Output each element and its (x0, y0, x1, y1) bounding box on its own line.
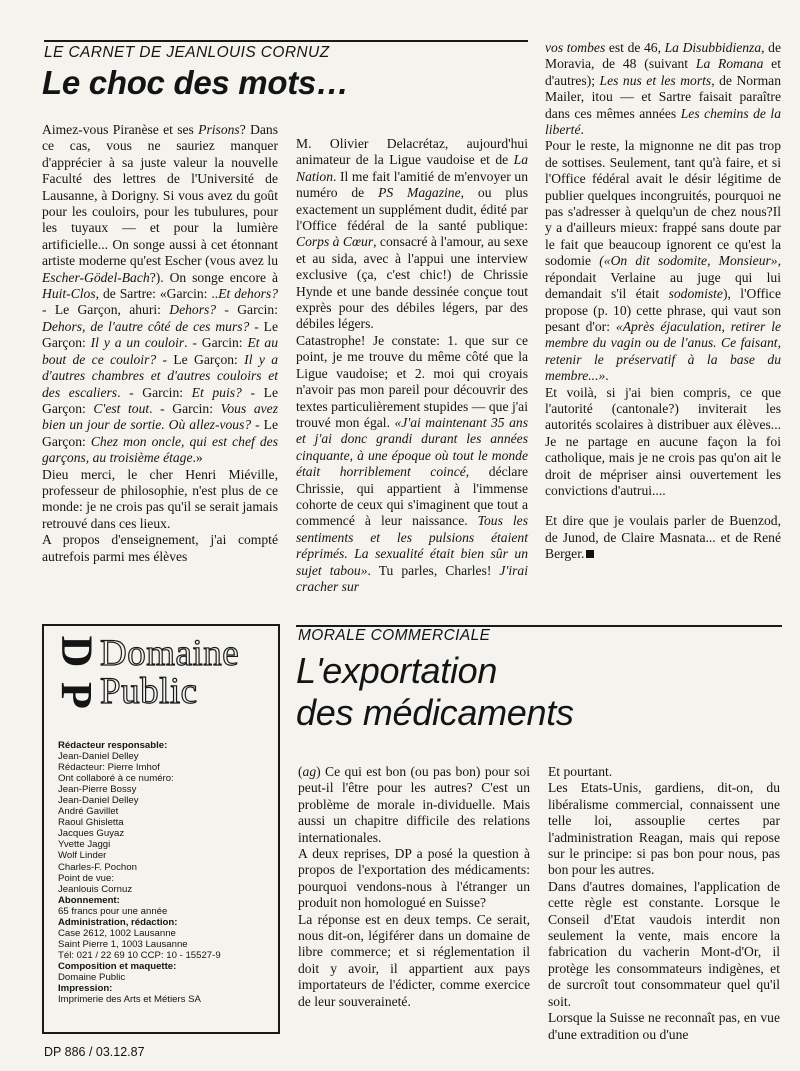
masthead-line: Raoul Ghisletta (58, 817, 124, 829)
masthead-box (42, 624, 280, 1034)
masthead-line: Point de vue: (58, 872, 115, 884)
dp-logo-p: P (51, 682, 101, 709)
paragraph: Aimez-vous Piranèse et ses Prisons? Dans ce cas, vous ne sauriez manquer d'apprécier à sa juste valeur la nouvelle Faculté des lettres de l'Université de Lausanne, à Dorigny. Si vous avez du goût pour les couloirs, pour les tubulures, pour les tuyaux — et pour la lumière artificielle... On songe aussi à cet étonnant artiste moderne qu'est Escher (vous avez lu Escher-Gödel-Bach?). On songe encore à Huit-Clos, de Sartre: «Garcin: ..Et dehors? - Le Garçon, ahuri: Dehors? - Garcin: Dehors, de l'autre côté de ces murs? - Le Garçon: Il y a un couloir. - Garcin: Et au bout de ce couloir? - Le Garçon: Il y a d'autres chambres et d'autres couloirs et des escaliers. - Garcin: Et puis? - Le Garçon: C'est tout. - Garcin: Vous avez bien un jour de sortie. Où allez-vous? - Le Garçon: Chez mon oncle, qui est chef des garçons, au troisième étage.» (42, 122, 279, 466)
masthead-line: Domaine Public (58, 971, 126, 983)
article2-kicker: MORALE COMMERCIALE (298, 627, 491, 644)
article1-column-3 (545, 40, 781, 563)
paragraph: Catastrophe! Je constate: 1. que sur ce point, je me trouve du même côté que la Ligue vaudoise; et 2. moi qui croyais n'avoir pas mon pareil pour découvrir des textes particulièrement stupides — que j'ai trouvé mon égal. «J'ai maintenant 35 ans et j'ai donc grandi durant les années cinquante, à une époque où tout le monde était horriblement coincé, déclare Chrissie, qui appartient à l'immense cohorte de ceux qui s'imaginent que tout a commencé à leur naissance. Tous les sentiments et les pulsions étaient réprimés. La sexualité était bien sûr un sujet tabou». Tu parles, Charles! J'irai cracher sur (296, 332, 529, 594)
masthead-line: André Gavillet (58, 806, 119, 818)
masthead-line: Jean-Pierre Bossy (58, 784, 137, 796)
paragraph: Et dire que je voulais parler de Buenzod, de Junod, de Claire Masnata... et de René Berger. (545, 513, 781, 562)
masthead-line: Rédacteur: Pierre Imhof (58, 762, 160, 774)
masthead-title-domaine: Domaine (100, 633, 240, 674)
masthead-credits (58, 740, 272, 1005)
paragraph: Pour le reste, la mignonne ne dit pas trop de sottises. Seulement, tant qu'à faire, et si l'Office fédéral avait le désir légitime de publier quelques incongruités, pourquoi ne pas s'adresser à quelqu'un de chez nous?Il y a d'ailleurs mieux: frappé sans doute par le fait que beaucoup ignorent ce qu'est la sodomie («On dit sodomite, Monsieur», répondait Verlaine au juge qui lui demandait s'il était sodomiste), l'Office propose (p. 10) cette phrase, qui vaut son pesant d'or: «Après éjaculation, retirer le membre du vagin ou de l'anus. Ce faisant, retenir le préservatif à la base du membre...». (545, 138, 781, 384)
issue-footer: DP 886 / 03.12.87 (44, 1045, 145, 1059)
paragraph: La réponse est en deux temps. Ce serait, nous dit-on, légiférer dans un domaine de libre commerce; et si réglementation il doit y avoir, il appartient aux pays importateurs de l'édicter, comme exercice de leur souveraineté. (298, 911, 530, 1009)
paragraph: Et pourtant. (548, 764, 613, 779)
paragraph: vos tombes est de 46, La Disubbidienza, de Moravia, de 48 (suivant La Romana et d'autres); Les nus et les morts, de Norman Mailer, itou — et Sartre faisait paraître dans ces mêmes années Les chemins de la liberté. (545, 40, 782, 138)
paragraph: Dieu merci, le cher Henri Miéville, professeur de philosophie, n'est plus de ce monde: je ne crois pas qu'il se serait jamais retrouvé dans ces lieux. (42, 466, 278, 531)
article1-headline: Le choc des mots… (42, 64, 349, 101)
masthead-line: Jeanlouis Cornuz (58, 883, 133, 895)
end-of-article-mark (586, 550, 594, 558)
masthead-line: Impression: (58, 983, 113, 995)
paragraph: A deux reprises, DP a posé la question à propos de l'exportation des médicaments: pourquoi vendons-nous à l'étranger un produit non homologué en Suisse? (298, 846, 530, 911)
masthead-line: Saint Pierre 1, 1003 Lausanne (58, 938, 188, 950)
article2-column-1 (298, 764, 530, 1010)
masthead-line: Yvette Jaggi (58, 839, 111, 851)
article1-column-1 (42, 122, 278, 565)
dp-logo-d: D (52, 635, 102, 668)
masthead-line: Tél: 021 / 22 69 10 CCP: 10 - 15527-9 (58, 949, 221, 961)
paragraph: Dans d'autres domaines, l'application de cette règle est constante. Lorsque le Conseil d'Etat vaudois interdit non seulement la vente, mais encore la fabrication du vacherin Mont-d'Or, il protège les consommateurs indigènes, et de surcroît tout consommateur quel qu'il soit. (548, 878, 780, 1009)
masthead-line: Wolf Linder (58, 850, 107, 862)
dp-logo (51, 634, 102, 726)
masthead-line: Jean-Daniel Delley (58, 751, 139, 763)
paragraph: Et voilà, si j'ai bien compris, ce que l'autorité (cantonale?) inviterait les autorités scolaires à distribuer aux élèves... Je ne partage en aucune façon la foi catholique, mais je ne crois pas qu'on ait le droit de mépriser ainsi ouvertement les convictions d'autrui.... (545, 384, 781, 498)
paragraph: A propos d'enseignement, j'ai compté autrefois parmi mes élèves (42, 532, 278, 564)
article2-headline-line2: des médicaments (296, 692, 574, 733)
paragraph: M. Olivier Delacrétaz, aujourd'hui animateur de la Ligue vaudoise et de La Nation. Il me fait l'amitié de m'envoyer un numéro de PS Magazine, ou plus exactement un supplément dudit, édité par l'Office fédéral de la santé publique: Corps à Cœur, consacré à l'amour, au sexe et au sida, avec à l'appui une interview exclusive (ça, c'est chic!) de Chrissie Hynde et une bande dessinée conçue tout exprès pour des débiles légers, par des débiles légers. (296, 136, 528, 332)
article2-headline-line1: L'exportation (296, 650, 498, 691)
masthead-line: Case 2612, 1002 Lausanne (58, 927, 176, 939)
masthead-line: Charles-F. Pochon (58, 861, 137, 873)
masthead-line: Composition et maquette: (58, 960, 177, 972)
article1-column-2 (296, 136, 528, 595)
article1-top-rule (44, 40, 528, 42)
article2-column-2 (548, 764, 780, 1043)
masthead-title-public: Public (100, 671, 198, 712)
masthead-line: Abonnement: (58, 894, 120, 906)
paragraph: Les Etats-Unis, gardiens, dit-on, du libéralisme commercial, connaissent une telle loi, assouplie certes par l'administration Reagan, mais qui repose sur le principe: si pas bon pour nous, pas bon pour les autres. (548, 780, 780, 878)
paragraph: (ag) Ce qui est bon (ou pas bon) pour soi peut-il l'être pour les autres? C'est un problème de morale in-dividuelle. Mais aussi un chapitre difficile des relations internationales. (298, 764, 530, 845)
masthead-line: Administration, rédaction: (58, 916, 178, 928)
masthead-line: Rédacteur responsable: (58, 740, 168, 751)
masthead-line: Jacques Guyaz (58, 828, 125, 840)
masthead-line: Jean-Daniel Delley (58, 795, 139, 807)
masthead-line: Ont collaboré à ce numéro: (58, 773, 174, 785)
masthead-line: 65 francs pour une année (58, 905, 168, 917)
article1-kicker: LE CARNET DE JEANLOUIS CORNUZ (44, 44, 330, 61)
masthead-line: Imprimerie des Arts et Métiers SA (58, 994, 201, 1006)
paragraph: Lorsque la Suisse ne reconnaît pas, en vue d'une extradition ou d'une (548, 1010, 780, 1042)
